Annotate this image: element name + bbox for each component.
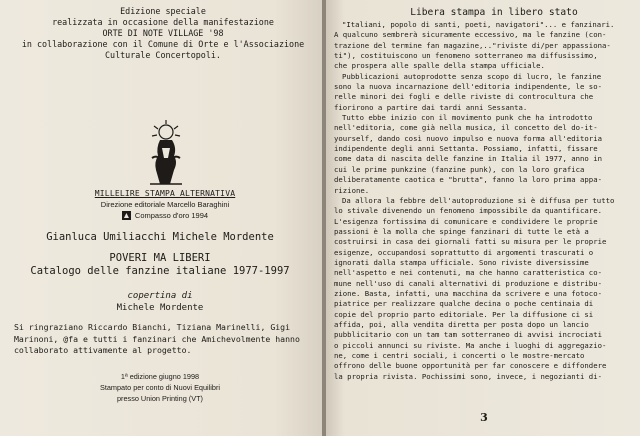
body-line: piatrice per realizzare qualche decina o poche centinaia di (334, 299, 594, 309)
edition-line: Edizione speciale (120, 6, 206, 16)
body-line: rizione. (334, 185, 370, 195)
body-line: copie del proprio parto editoriale. Per la diffusione ci si (334, 309, 594, 319)
body-line: esigenze, occupandosi soprattutto di argomenti trascurati o (334, 247, 594, 257)
body-line: nell'editoria, come già nella musica, il concetto del do-it- (334, 123, 598, 133)
body-line: trazione del termine fan magazine,.."riviste di/per appassiona- (334, 40, 611, 50)
body-line: Da allora la febbre dell'autoproduzione si è diffusa per tutto (342, 195, 615, 205)
thanks-line: Marinoni, @fa e tutti i fanzinari che Amichevolmente hanno (14, 333, 300, 344)
book-title: POVERI MA LIBERI (109, 252, 211, 264)
cover-artist: Michele Mordente (116, 303, 204, 313)
body-line: mune nell'uso di canali alternativi di produzione e distribu- (334, 278, 602, 288)
series-block (60, 188, 270, 221)
body-line: yourself, dando così nuovo impulso e nuova forma all'editoria (334, 133, 602, 143)
body-line: Tutto ebbe inizio con il movimento punk che ha introdotto (342, 113, 593, 123)
body-line: ne, come i centri sociali, i concerti o le mostre-mercato (334, 351, 585, 360)
body-line: che prospera alle spalle della stampa ufficiale. (334, 61, 545, 71)
body-line: costruirsi in casa dei giornali fatti su misura per le proprie (334, 237, 607, 247)
colophon-line: presso Union Printing (VT) (117, 394, 203, 403)
body-line: ti"), costituiscono un fenomeno sotterraneo ma diffusissimo, (334, 51, 598, 61)
body-line: o piccoli annunci su riviste. Ma anche i luoghi di aggregazio- (334, 340, 607, 350)
body-text (334, 20, 634, 382)
body-line: la propria rivista. Pochissimi sono, invece, i negozianti di- (334, 371, 602, 381)
body-line: A qualcuno sembrerà sicuramente eccessivo, ma le fanzine (con- (334, 30, 607, 40)
colophon (60, 371, 260, 404)
body-line: affida, poi, alla vendita diretta per posta dopo un lancio (334, 319, 589, 329)
edition-line: realizzata in occasione della manifestazione (52, 17, 274, 27)
cover-credit (10, 290, 310, 314)
body-line: deliberatamente caotica e "brutta", fanno la loro prima appa- (334, 175, 602, 185)
body-line: come data di nascita delle fanzine in Italia il 1977, anno in (334, 154, 602, 164)
cover-label: copertina di (127, 291, 193, 301)
edition-line: Culturale Concertopoli. (105, 50, 221, 60)
body-line: relle minori dei fogli e delle riviste di controcultura che (334, 92, 594, 102)
body-line: ignorati dalla stampa ufficiale. Sono riviste diversissime (334, 257, 589, 267)
chapter-heading: Libera stampa in libero stato (410, 7, 578, 18)
body-line: lo stivale divenendo un fenomeno impossibile da quantificare. (334, 206, 602, 216)
compass-award-icon (122, 211, 131, 220)
acknowledgements (14, 322, 314, 357)
award-line (60, 210, 270, 221)
edition-notice (18, 6, 308, 61)
edition-line: ORTE DI NOTE VILLAGE '98 (102, 28, 224, 38)
award-text: Compasso d'oro 1994 (134, 211, 209, 220)
body-line: L'esigenza fortissima di comunicare e condividere le proprie (334, 216, 598, 226)
series-director: Direzione editoriale Marcello Baraghini (100, 200, 230, 209)
authors: Gianluca Umiliacchi Michele Mordente (46, 231, 274, 243)
body-line: Pubblicazioni autoprodotte senza scopo di lucro, le fanzine (342, 71, 602, 81)
body-line: zione. Basta, infatti, una macchina da scrivere e una fotoco- (334, 288, 602, 298)
body-line: indipendente degli anni Settanta. Possiamo, infatti, fissare (334, 144, 598, 154)
series-name: MILLELIRE STAMPA ALTERNATIVA (94, 189, 236, 198)
book-title-block (10, 252, 310, 278)
body-line: offrono delle buone opportunità per far conoscere e diffondere (334, 361, 607, 371)
body-line: pubblicitario con un tam tam sotterraneo di avvisi incrociati (334, 330, 602, 340)
thanks-line: collaborato attivamente al progetto. (14, 345, 192, 355)
edition-line: in collaborazione con il Comune di Orte e l'Associazione (21, 39, 305, 49)
page-number: 3 (480, 411, 488, 424)
body-line: passioni è la molla che spinge fanzinari di tutte le età a (334, 226, 589, 236)
body-line: nell'aspetto e nei contenuti, ma che hanno caratteristica co- (334, 268, 602, 278)
publisher-emblem-icon (140, 118, 192, 188)
body-line: sono la nuova incarnazione dell'editoria indipendente, le so- (334, 82, 602, 92)
colophon-line: 1ª edizione giugno 1998 (120, 372, 200, 381)
body-line: cui le prime punkzine (fanzine punk), con la loro grafica (334, 164, 585, 174)
right-page (326, 0, 640, 436)
colophon-line: Stampato per conto di Nuovi Equilibri (99, 383, 221, 392)
book-subtitle: Catalogo delle fanzine italiane 1977-1997 (30, 265, 290, 277)
body-line: "Italiani, popolo di santi, poeti, navigatori"... e fanzinari. (342, 20, 615, 29)
thanks-line: Si ringraziano Riccardo Bianchi, Tiziana Marinelli, Gigi (14, 322, 291, 332)
body-line: fiorirono a partire dai tardi anni Sessanta. (334, 102, 528, 112)
